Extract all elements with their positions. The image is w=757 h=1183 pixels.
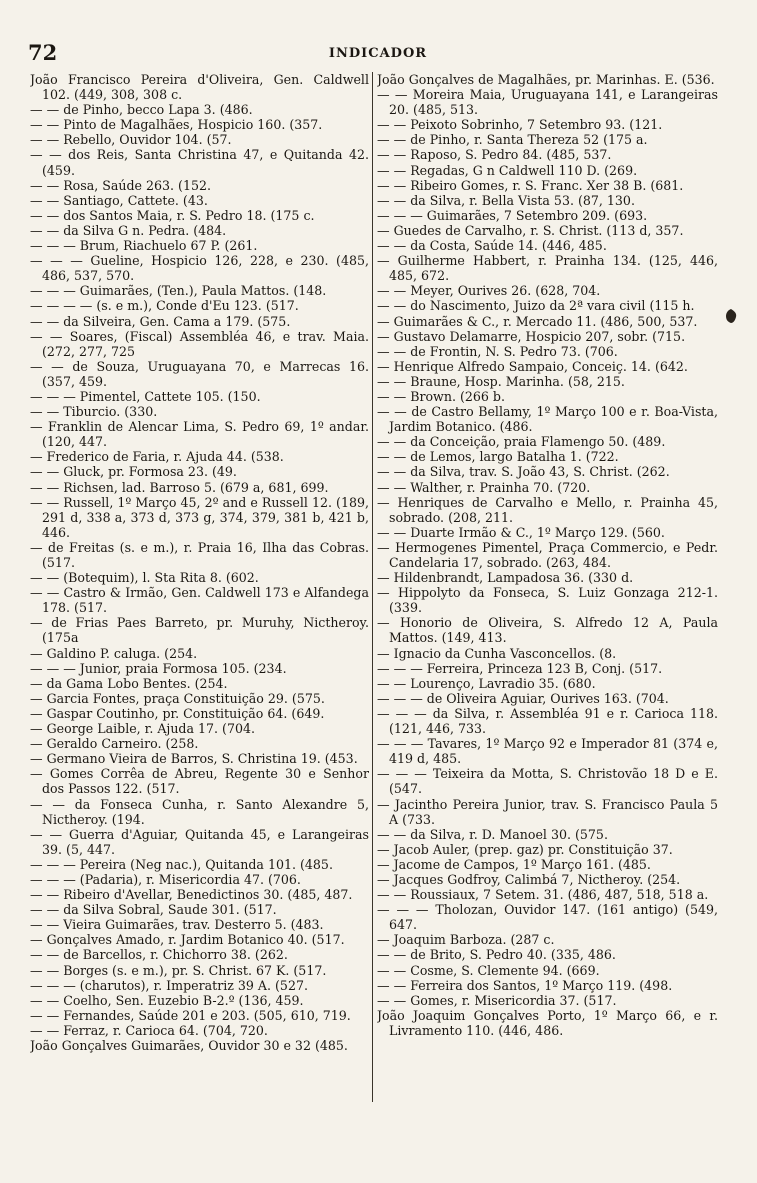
directory-entry: — — Moreira Maia, Uruguayana 141, e Larangeiras 20. (485, 513. <box>377 87 718 118</box>
directory-entry: — — dos Reis, Santa Christina 47, e Quitanda 42. (459. <box>30 147 369 178</box>
directory-entry: — Jacques Godfroy, Calimbá 7, Nictheroy. (254. <box>377 871 681 887</box>
directory-entry: — — — (Padaria), r. Misericordia 47. (706. <box>30 871 301 887</box>
directory-entry: — — Gomes, r. Misericordia 37. (517. <box>377 992 617 1008</box>
column-divider <box>372 72 373 1102</box>
directory-entry: — — Vieira Guimarães, trav. Desterro 5. (483. <box>30 917 324 933</box>
directory-entry: — — — Tholozan, Ouvidor 147. (161 antigo) (549, 647. <box>377 902 718 933</box>
page-header <box>22 40 734 68</box>
directory-entry: — Galdino P. caluga. (254. <box>30 645 198 661</box>
directory-entry: — George Laible, r. Ajuda 17. (704. <box>30 721 255 737</box>
directory-entry: — — (Botequim), l. Sta Rita 8. (602. <box>30 570 259 586</box>
directory-entry: — — Peixoto Sobrinho, 7 Setembro 93. (121. <box>377 117 663 133</box>
directory-entry: — — da Silva Sobral, Saude 301. (517. <box>30 902 277 918</box>
directory-entry: — — Castro & Irmão, Gen. Caldwell 173 e Alfandega 178. (517. <box>30 585 369 616</box>
directory-entry: João Gonçalves de Magalhães, pr. Marinhas. E. (536. <box>377 72 715 87</box>
directory-entry: — Guilherme Habbert, r. Prainha 134. (125, 446, 485, 672. <box>377 253 718 284</box>
directory-entry: — Gomes Corrêa de Abreu, Regente 30 e Senhor dos Passos 122. (517. <box>30 766 369 797</box>
directory-entry: — — Duarte Irmão & C., 1º Março 129. (560. <box>377 524 665 540</box>
directory-entry: — — da Silva, r. D. Manoel 30. (575. <box>377 826 608 842</box>
directory-entry: — — Rebello, Ouvidor 104. (57. <box>30 132 232 148</box>
directory-entry: — — do Nascimento, Juizo da 2ª vara civil (115 h. <box>377 298 695 314</box>
directory-entry: — Jacob Auler, (prep. gaz) pr. Constituição 37. <box>377 841 673 857</box>
directory-entry: — — de Lemos, largo Batalha 1. (722. <box>377 449 619 465</box>
directory-entry: — — de Castro Bellamy, 1º Março 100 e r. Boa-Vista, Jardim Botanico. (486. <box>377 404 718 435</box>
directory-entry: — — de Pinho, r. Santa Thereza 52 (175 a. <box>377 132 648 148</box>
directory-entry: — — da Conceição, praia Flamengo 50. (489. <box>377 434 666 450</box>
directory-entry: — — Soares, (Fiscal) Assembléa 46, e trav. Maia. (272, 277, 725 <box>30 328 369 359</box>
directory-entry: — Hermogenes Pimentel, Praça Commercio, e Pedr. Candelaria 17, sobrado. (263, 484. <box>377 539 718 570</box>
directory-entry: — — Pinto de Magalhães, Hospicio 160. (357. <box>30 117 323 133</box>
directory-entry: — Henrique Alfredo Sampaio, Conceiç. 14. (642. <box>377 358 688 374</box>
directory-entry: — — — Pereira (Neg nac.), Quitanda 101. (485. <box>30 856 333 872</box>
directory-entry: — — Roussiaux, 7 Setem. 31. (486, 487, 518, 518 a. <box>377 887 709 903</box>
directory-entry: João Francisco Pereira d'Oliveira, Gen. Caldwell 102. (449, 308, 308 c. <box>30 72 369 103</box>
page-number: 72 <box>28 40 58 65</box>
directory-entry: — Joaquim Barboza. (287 c. <box>377 932 555 948</box>
directory-entry: — Hildenbrandt, Lampadosa 36. (330 d. <box>377 570 634 586</box>
ink-blot-icon <box>724 308 738 324</box>
directory-entry: — — Ribeiro d'Avellar, Benedictinos 30. (485, 487. <box>30 887 353 903</box>
directory-entry: — — Raposo, S. Pedro 84. (485, 537. <box>377 147 612 163</box>
directory-entry: — — Cosme, S. Clemente 94. (669. <box>377 962 600 978</box>
directory-entry: — — — da Silva, r. Assembléa 91 e r. Carioca 118. (121, 446, 733. <box>377 705 718 737</box>
directory-entry: — — — Teixeira da Motta, S. Christovão 18 D e E. (547. <box>377 766 718 797</box>
directory-entry: — Jacome de Campos, 1º Março 161. (485. <box>377 856 651 872</box>
directory-entry: — de Frias Paes Barreto, pr. Muruhy, Nictheroy. (175a <box>30 615 369 646</box>
directory-entry: — Garcia Fontes, praça Constituição 29. (575. <box>30 690 325 706</box>
directory-entry: — Guimarães & C., r. Mercado 11. (486, 500, 537. <box>377 313 698 329</box>
directory-entry: — — Richsen, lad. Barroso 5. (679 a, 681, 699. <box>30 479 329 495</box>
directory-entry: — — Rosa, Saúde 263. (152. <box>30 177 211 193</box>
directory-entry: — — — Guimarães, 7 Setembro 209. (693. <box>377 207 648 223</box>
directory-entry: — — — Guimarães, (Ten.), Paula Mattos. (148. <box>30 283 327 299</box>
directory-entry: — — Regadas, G n Caldwell 110 D. (269. <box>377 162 638 178</box>
directory-entry: — Ignacio da Cunha Vasconcellos. (8. <box>377 645 617 661</box>
page-title: INDICADOR <box>328 46 428 61</box>
directory-entry: — — Borges (s. e m.), pr. S. Christ. 67 K. (517. <box>30 962 327 978</box>
directory-entry: — — Guerra d'Aguiar, Quitanda 45, e Larangeiras 39. (5, 447. <box>30 826 369 857</box>
directory-entry: — — Tiburcio. (330. <box>30 404 158 420</box>
directory-entry: — — — Tavares, 1º Março 92 e Imperador 81 (374 e, 419 d, 485. <box>377 736 718 767</box>
directory-entry: — — dos Santos Maia, r. S. Pedro 18. (175 c. <box>30 207 315 223</box>
directory-entry: João Gonçalves Guimarães, Ouvidor 30 e 32 (485. <box>30 1038 348 1053</box>
directory-entry: — — — Pimentel, Cattete 105. (150. <box>30 388 261 404</box>
directory-entry: — — — — (s. e m.), Conde d'Eu 123. (517. <box>30 298 299 314</box>
directory-entry: — Guedes de Carvalho, r. S. Christ. (113 d, 357. <box>377 222 684 238</box>
right-column <box>377 72 718 1038</box>
directory-entry: — — de Frontin, N. S. Pedro 73. (706. <box>377 343 618 359</box>
directory-entry: — — Ribeiro Gomes, r. S. Franc. Xer 38 B. (681. <box>377 177 684 193</box>
directory-entry: — — Gluck, pr. Formosa 23. (49. <box>30 464 237 480</box>
directory-entry: — Jacintho Pereira Junior, trav. S. Francisco Paula 5 A (733. <box>377 796 718 827</box>
directory-entry: — Hippolyto da Fonseca, S. Luiz Gonzaga 212-1. (339. <box>377 585 718 616</box>
directory-entry: — — de Barcellos, r. Chichorro 38. (262. <box>30 947 288 963</box>
directory-entry: — — — Junior, praia Formosa 105. (234. <box>30 660 287 676</box>
directory-entry: — — da Silva G n. Pedra. (484. <box>30 222 227 238</box>
directory-entry: — — de Brito, S. Pedro 40. (335, 486. <box>377 947 616 963</box>
directory-entry: — — Russell, 1º Março 45, 2º and e Russell 12. (189, 291 d, 338 a, 373 d, 373 g, 374, 379, 381 b, 421 b, 446. <box>30 494 369 540</box>
directory-entry: — — — Brum, Riachuelo 67 P. (261. <box>30 238 258 254</box>
directory-entry: — Henriques de Carvalho e Mello, r. Prainha 45, sobrado. (208, 211. <box>377 494 718 525</box>
directory-entry: — — Meyer, Ourives 26. (628, 704. <box>377 283 601 299</box>
directory-entry: João Joaquim Gonçalves Porto, 1º Março 66, e r. Livramento 110. (446, 486. <box>377 1007 718 1038</box>
directory-entry: — — — Ferreira, Princeza 123 B, Conj. (517. <box>377 660 663 676</box>
directory-entry: — — de Pinho, becco Lapa 3. (486. <box>30 102 253 118</box>
directory-entry: — Franklin de Alencar Lima, S. Pedro 69, 1º andar. (120, 447. <box>30 419 369 450</box>
directory-entry: — — Santiago, Cattete. (43. <box>30 192 208 208</box>
directory-entry: — — Braune, Hosp. Marinha. (58, 215. <box>377 373 625 389</box>
directory-entry: — — Coelho, Sen. Euzebio B-2.º (136, 459. <box>30 992 304 1008</box>
directory-entry: — — — (charutos), r. Imperatriz 39 A. (527. <box>30 977 308 993</box>
directory-entry: — — Walther, r. Prainha 70. (720. <box>377 479 591 495</box>
directory-entry: — — da Silva, r. Bella Vista 53. (87, 130. <box>377 192 635 208</box>
directory-entry: — Gaspar Coutinho, pr. Constituição 64. (649. <box>30 705 325 721</box>
directory-entry: — Frederico de Faria, r. Ajuda 44. (538. <box>30 449 284 465</box>
directory-entry: — Germano Vieira de Barros, S. Christina 19. (453. <box>30 751 358 767</box>
directory-entry: — — Ferreira dos Santos, 1º Março 119. (498. <box>377 977 673 993</box>
directory-entry: — da Gama Lobo Bentes. (254. <box>30 675 228 691</box>
directory-entry: — — Ferraz, r. Carioca 64. (704, 720. <box>30 1022 268 1038</box>
directory-entry: — — de Souza, Uruguayana 70, e Marrecas 16. (357, 459. <box>30 358 369 389</box>
directory-entry: — — da Fonseca Cunha, r. Santo Alexandre 5, Nictheroy. (194. <box>30 796 369 827</box>
directory-entry: — — Fernandes, Saúde 201 e 203. (505, 610, 719. <box>30 1007 351 1023</box>
directory-entry: — — da Silveira, Gen. Cama a 179. (575. <box>30 313 291 329</box>
directory-entry: — Gustavo Delamarre, Hospicio 207, sobr. (715. <box>377 328 686 344</box>
directory-entry: — Gonçalves Amado, r. Jardim Botanico 40. (517. <box>30 932 345 948</box>
directory-entry: — de Freitas (s. e m.), r. Praia 16, Ilha das Cobras. (517. <box>30 539 369 570</box>
directory-entry: — — Lourenço, Lavradio 35. (680. <box>377 675 596 691</box>
directory-entry: — — da Costa, Saúde 14. (446, 485. <box>377 238 607 254</box>
directory-entry: — Honorio de Oliveira, S. Alfredo 12 A, Paula Mattos. (149, 413. <box>377 615 718 646</box>
directory-entry: — Geraldo Carneiro. (258. <box>30 736 199 752</box>
directory-entry: — — — Gueline, Hospicio 126, 228, e 230. (485, 486, 537, 570. <box>30 253 369 284</box>
directory-entry: — — da Silva, trav. S. João 43, S. Christ. (262. <box>377 464 670 480</box>
left-column <box>30 72 369 1053</box>
directory-entry: — — Brown. (266 b. <box>377 388 505 404</box>
directory-entry: — — — de Oliveira Aguiar, Ourives 163. (704. <box>377 690 669 706</box>
